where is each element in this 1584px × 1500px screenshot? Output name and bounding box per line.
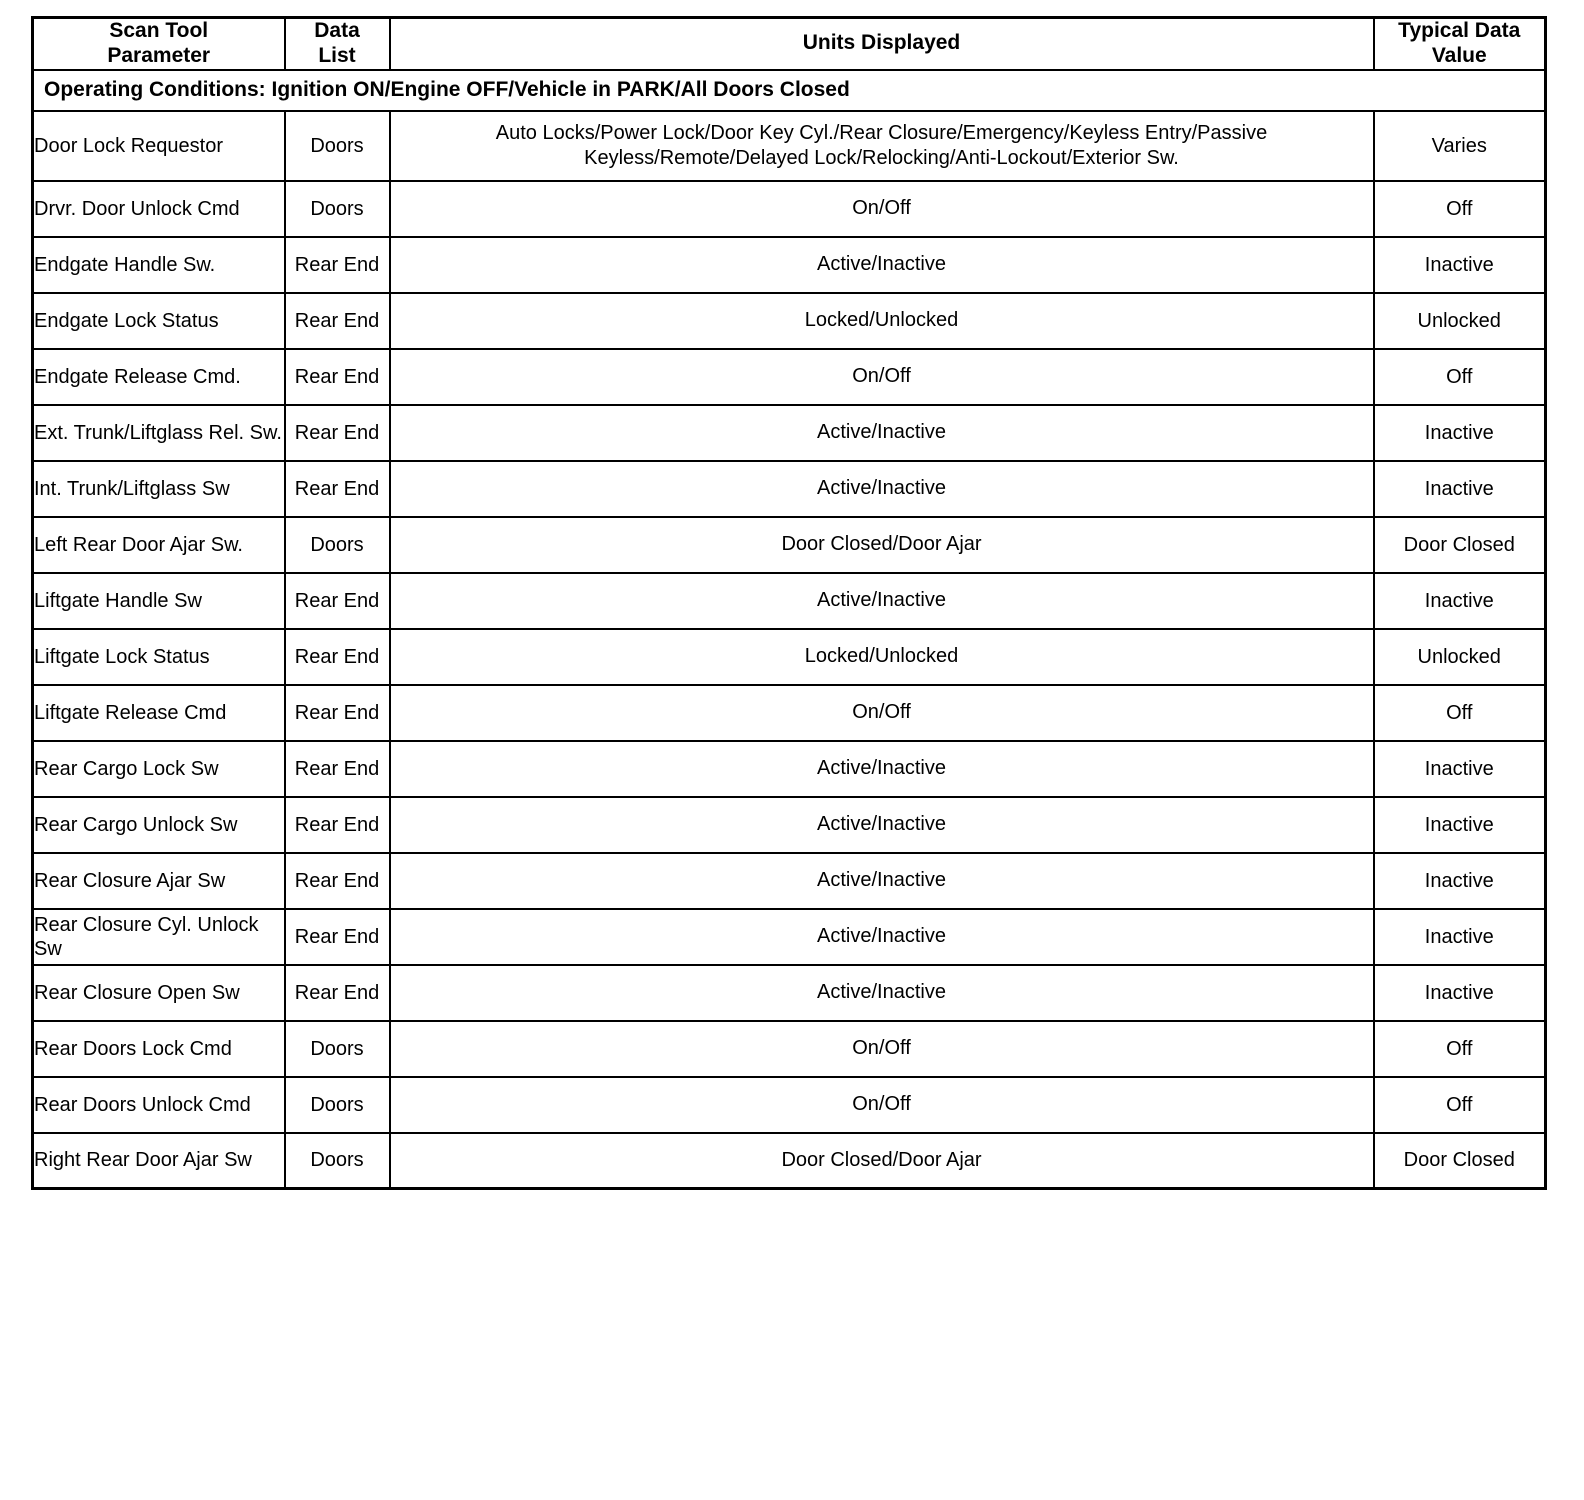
row-typical-value: Inactive: [1374, 965, 1546, 1021]
column-header-units: Units Displayed: [390, 18, 1374, 70]
table-row: [33, 741, 1546, 797]
row-data-list: Rear End: [285, 741, 390, 797]
row-units: Active/Inactive: [390, 461, 1374, 517]
column-header-typical-value-line2: Value: [1431, 43, 1487, 67]
row-parameter: Endgate Release Cmd.: [33, 349, 285, 405]
column-header-parameter: [33, 18, 285, 70]
row-data-list: Rear End: [285, 293, 390, 349]
row-parameter: Endgate Lock Status: [33, 293, 285, 349]
row-parameter: Left Rear Door Ajar Sw.: [33, 517, 285, 573]
row-typical-value: Inactive: [1374, 909, 1546, 965]
row-units: Active/Inactive: [390, 853, 1374, 909]
row-typical-value: Door Closed: [1374, 517, 1546, 573]
row-typical-value: Off: [1374, 685, 1546, 741]
row-parameter: Liftgate Handle Sw: [33, 573, 285, 629]
row-data-list: Doors: [285, 517, 390, 573]
row-typical-value: Inactive: [1374, 405, 1546, 461]
row-typical-value: Inactive: [1374, 237, 1546, 293]
row-typical-value: Door Closed: [1374, 1133, 1546, 1189]
row-parameter: Rear Closure Cyl. Unlock Sw: [33, 909, 285, 965]
table-row: [33, 573, 1546, 629]
operating-conditions-row: [33, 70, 1546, 111]
row-parameter: Drvr. Door Unlock Cmd: [33, 181, 285, 237]
table-row: [33, 517, 1546, 573]
table-row: [33, 1021, 1546, 1077]
table-row: [33, 111, 1546, 181]
row-data-list: Rear End: [285, 965, 390, 1021]
column-header-data-list-line1: Data: [314, 19, 360, 42]
row-units: Locked/Unlocked: [390, 293, 1374, 349]
row-typical-value: Varies: [1374, 111, 1546, 181]
row-parameter: Rear Doors Lock Cmd: [33, 1021, 285, 1077]
table-row: [33, 909, 1546, 965]
row-parameter: Liftgate Release Cmd: [33, 685, 285, 741]
row-typical-value: Off: [1374, 349, 1546, 405]
row-typical-value: Off: [1374, 1077, 1546, 1133]
row-units: Active/Inactive: [390, 797, 1374, 853]
row-typical-value: Inactive: [1374, 797, 1546, 853]
table-row: [33, 853, 1546, 909]
row-data-list: Rear End: [285, 349, 390, 405]
table-row: [33, 405, 1546, 461]
row-parameter: Ext. Trunk/Liftglass Rel. Sw.: [33, 405, 285, 461]
row-parameter: Rear Closure Open Sw: [33, 965, 285, 1021]
column-header-parameter-line1: Scan Tool: [109, 19, 209, 42]
row-data-list: Rear End: [285, 461, 390, 517]
row-data-list: Rear End: [285, 853, 390, 909]
row-typical-value: Off: [1374, 181, 1546, 237]
table-row: [33, 1133, 1546, 1189]
row-data-list: Rear End: [285, 573, 390, 629]
row-parameter: Rear Cargo Lock Sw: [33, 741, 285, 797]
row-parameter: Rear Cargo Unlock Sw: [33, 797, 285, 853]
row-units: Active/Inactive: [390, 573, 1374, 629]
row-typical-value: Inactive: [1374, 573, 1546, 629]
row-units: Door Closed/Door Ajar: [390, 517, 1374, 573]
column-header-typical-value: [1374, 18, 1546, 70]
column-header-data-list: [285, 18, 390, 70]
table-row: [33, 797, 1546, 853]
table-row: [33, 461, 1546, 517]
table-row: [33, 1077, 1546, 1133]
operating-conditions-text: Operating Conditions: Ignition ON/Engine OFF/Vehicle in PARK/All Doors Closed: [33, 70, 1546, 111]
table-body: [33, 70, 1546, 1189]
table-row: [33, 349, 1546, 405]
row-units: On/Off: [390, 181, 1374, 237]
row-data-list: Doors: [285, 1021, 390, 1077]
row-parameter: Endgate Handle Sw.: [33, 237, 285, 293]
row-units: Auto Locks/Power Lock/Door Key Cyl./Rear Closure/Emergency/Keyless Entry/Passive Keyless/Remote/Delayed Lock/Relocking/Anti-Lockout/Exterior Sw.: [390, 111, 1374, 181]
row-parameter: Right Rear Door Ajar Sw: [33, 1133, 285, 1189]
table-row: [33, 685, 1546, 741]
row-units: Active/Inactive: [390, 965, 1374, 1021]
row-data-list: Rear End: [285, 909, 390, 965]
row-typical-value: Inactive: [1374, 741, 1546, 797]
row-data-list: Rear End: [285, 629, 390, 685]
row-typical-value: Unlocked: [1374, 629, 1546, 685]
row-typical-value: Off: [1374, 1021, 1546, 1077]
row-data-list: Rear End: [285, 237, 390, 293]
row-units: On/Off: [390, 1077, 1374, 1133]
row-units: Door Closed/Door Ajar: [390, 1133, 1374, 1189]
row-units: Active/Inactive: [390, 909, 1374, 965]
row-units: On/Off: [390, 1021, 1374, 1077]
row-parameter: Rear Doors Unlock Cmd: [33, 1077, 285, 1133]
row-data-list: Rear End: [285, 405, 390, 461]
column-header-typical-value-line1: Typical Data: [1398, 19, 1521, 42]
scan-tool-parameter-table: [31, 16, 1547, 1190]
row-data-list: Doors: [285, 111, 390, 181]
table-row: [33, 237, 1546, 293]
table-header: [33, 18, 1546, 70]
row-parameter: Door Lock Requestor: [33, 111, 285, 181]
row-units: Active/Inactive: [390, 741, 1374, 797]
row-typical-value: Unlocked: [1374, 293, 1546, 349]
table-row: [33, 629, 1546, 685]
row-typical-value: Inactive: [1374, 461, 1546, 517]
row-typical-value: Inactive: [1374, 853, 1546, 909]
row-units: On/Off: [390, 349, 1374, 405]
row-units: Active/Inactive: [390, 237, 1374, 293]
table-header-row: [33, 18, 1546, 70]
table-row: [33, 181, 1546, 237]
row-data-list: Rear End: [285, 797, 390, 853]
row-units: Locked/Unlocked: [390, 629, 1374, 685]
table-row: [33, 965, 1546, 1021]
row-data-list: Doors: [285, 181, 390, 237]
row-units: On/Off: [390, 685, 1374, 741]
column-header-data-list-line2: List: [318, 43, 356, 67]
row-data-list: Rear End: [285, 685, 390, 741]
row-data-list: Doors: [285, 1133, 390, 1189]
row-data-list: Doors: [285, 1077, 390, 1133]
table-row: [33, 293, 1546, 349]
row-parameter: Liftgate Lock Status: [33, 629, 285, 685]
row-parameter: Rear Closure Ajar Sw: [33, 853, 285, 909]
row-parameter: Int. Trunk/Liftglass Sw: [33, 461, 285, 517]
column-header-parameter-line2: Parameter: [107, 43, 211, 67]
row-units: Active/Inactive: [390, 405, 1374, 461]
